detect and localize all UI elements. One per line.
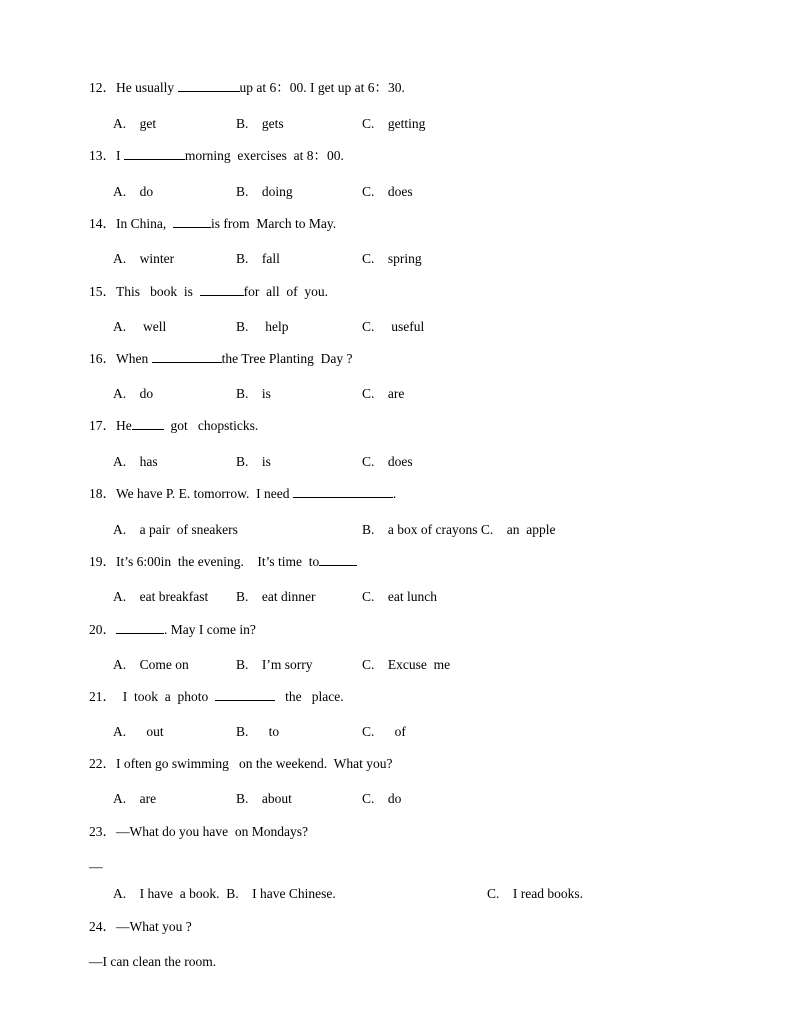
question-12 (89, 80, 405, 96)
option-a: A. Come on (113, 657, 189, 672)
question-text: up at 6：00. I get up at 6：30. (239, 80, 405, 95)
question-18 (89, 486, 396, 502)
question-text: I (116, 148, 124, 163)
option-a: A. get (113, 116, 157, 131)
option-b: B. I’m sorry (236, 657, 313, 672)
option-a: A. eat breakfast (113, 589, 209, 604)
option-b: B. eat dinner (236, 589, 316, 604)
question-number: 24． (89, 919, 116, 934)
question-number: 21． (89, 689, 116, 704)
question-21 (89, 689, 344, 705)
answer-blank (132, 418, 164, 430)
question-15 (89, 284, 328, 300)
option-c: C. does (362, 454, 413, 469)
question-number: 16． (89, 351, 116, 366)
option-c: C. useful (362, 319, 425, 334)
option-a: A. has (113, 454, 158, 469)
option-a: A. are (113, 791, 157, 806)
question-23 (89, 824, 308, 840)
question-text: is from March to May. (211, 216, 337, 231)
option-c: C. I read books. (487, 886, 583, 901)
question-number: 13． (89, 148, 116, 163)
question-text: got chopsticks. (163, 418, 259, 433)
answer-line: —I can clean the room. (89, 954, 217, 969)
question-number: 17． (89, 418, 116, 433)
answer-blank (293, 486, 393, 498)
question-22 (89, 756, 392, 772)
option-a: A. out (113, 724, 164, 739)
option-b: B. fall (236, 251, 280, 266)
answer-blank (152, 351, 222, 363)
question-number: 12． (89, 80, 116, 95)
answer-blank (200, 284, 244, 296)
question-number: 15． (89, 284, 116, 299)
question-text: When (116, 351, 152, 366)
option-c: C. eat lunch (362, 589, 437, 604)
answer-blank (215, 689, 275, 701)
question-text: We have P. E. tomorrow. I need (116, 486, 293, 501)
option-a: A. well (113, 319, 167, 334)
option-b-c: B. a box of crayons C. an apple (362, 522, 556, 537)
question-text: In China, (116, 216, 173, 231)
option-a: A. winter (113, 251, 175, 266)
option-a: A. do (113, 386, 154, 401)
answer-blank (173, 216, 211, 228)
option-b: B. gets (236, 116, 284, 131)
option-c: C. do (362, 791, 402, 806)
question-text: It’s 6:00in the evening. It’s time to (116, 554, 320, 569)
answer-blank (116, 622, 164, 634)
question-text: I often go swimming on the weekend. What you? (116, 756, 393, 771)
option-a: A. a pair of sneakers (113, 522, 238, 537)
option-c: C. of (362, 724, 406, 739)
answer-blank (319, 554, 357, 566)
question-17 (89, 418, 258, 434)
question-text: the Tree Planting Day ? (221, 351, 353, 366)
option-a: A. do (113, 184, 154, 199)
question-text: I took a photo (116, 689, 215, 704)
question-text: for all of you. (243, 284, 328, 299)
question-20 (89, 622, 256, 638)
question-19 (89, 554, 357, 570)
option-c: C. getting (362, 116, 426, 131)
question-24 (89, 919, 192, 935)
question-number: 20． (89, 622, 116, 637)
question-text: . (392, 486, 397, 501)
question-number: 14． (89, 216, 116, 231)
question-text: the place. (275, 689, 344, 704)
option-b: B. help (236, 319, 289, 334)
option-b: B. is (236, 386, 271, 401)
answer-blank (124, 148, 185, 160)
option-b: B. is (236, 454, 271, 469)
question-text: —What you ? (116, 919, 192, 934)
option-b: B. about (236, 791, 292, 806)
option-c: C. Excuse me (362, 657, 451, 672)
question-16 (89, 351, 352, 367)
question-text: —What do you have on Mondays? (116, 824, 308, 839)
question-number: 23． (89, 824, 116, 839)
question-number: 19． (89, 554, 116, 569)
question-number: 22． (89, 756, 116, 771)
answer-blank (178, 80, 240, 92)
question-13 (89, 148, 344, 164)
option-a-b: A. I have a book. B. I have Chinese. (113, 886, 336, 901)
option-b: B. doing (236, 184, 293, 199)
question-text: He usually (116, 80, 178, 95)
question-14 (89, 216, 336, 232)
option-b: B. to (236, 724, 280, 739)
question-text: morning exercises at 8：00. (184, 148, 344, 163)
option-c: C. does (362, 184, 413, 199)
question-text: . May I come in? (164, 622, 256, 637)
option-c: C. spring (362, 251, 422, 266)
option-c: C. are (362, 386, 405, 401)
question-text: He (116, 418, 132, 433)
dash-line: — (89, 859, 103, 874)
question-number: 18． (89, 486, 116, 501)
question-text: This book is (116, 284, 200, 299)
